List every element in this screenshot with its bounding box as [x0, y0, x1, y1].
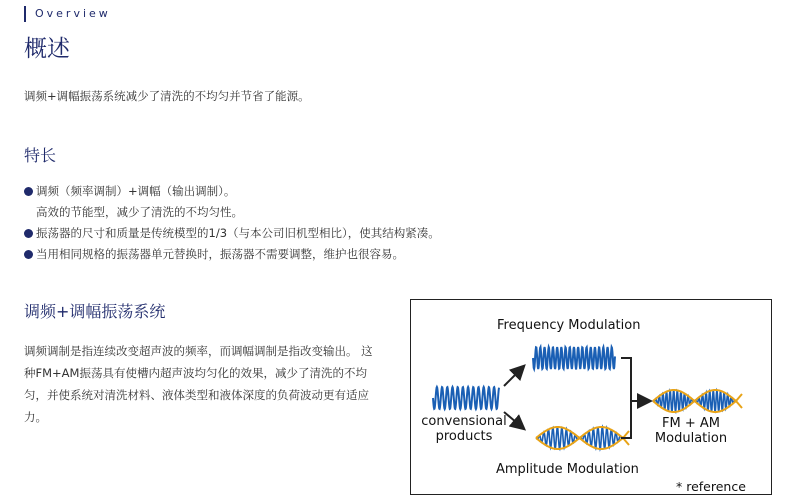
feature-item: 调频（频率调制）+调幅（输出调制）。: [24, 181, 440, 202]
am-label: Amplitude Modulation: [496, 462, 639, 477]
fm-am-diagram: [410, 299, 772, 495]
feature-item-sub: 高效的节能型，减少了清洗的不均匀性。: [36, 205, 243, 219]
result-label: [649, 416, 733, 446]
section-eyebrow: Overview: [24, 6, 111, 22]
features-heading: 特长: [24, 146, 57, 165]
page-title: 概述: [24, 36, 70, 62]
merge-bracket: [621, 358, 631, 438]
overview-lead: 调频+调幅振荡系统减少了清洗的不均匀并节省了能源。: [24, 89, 310, 103]
result-label-line2: Modulation: [654, 431, 728, 446]
system-heading: 调频+调幅振荡系统: [24, 302, 166, 321]
system-description: 调频调制是指连续改变超声波的频率，而调幅调制是指改变输出。 这种FM+AM振荡具有使槽内超声波均匀化的效果，减少了清洗的不均匀，并使系统对清洗材料、液体类型和液体深度的负荷波动更有适应力。: [24, 344, 373, 424]
fm-wave: [533, 347, 615, 369]
reference-note: * reference: [676, 479, 746, 494]
conventional-label-line1: convensional: [421, 414, 507, 429]
result-label-line1: FM + AM: [662, 416, 720, 431]
arrow-to-fm: [504, 367, 523, 386]
conventional-label: [418, 414, 510, 444]
features-list: [24, 181, 440, 265]
feature-item: 当用相同规格的振荡器单元替换时，振荡器不需要调整，维护也很容易。: [24, 244, 440, 265]
fm-label: Frequency Modulation: [497, 318, 641, 333]
feature-item: 振荡器的尺寸和质量是传统模型的1/3（与本公司旧机型相比），使其结构紧凑。: [24, 223, 440, 244]
conventional-label-line2: products: [435, 429, 493, 444]
conventional-wave: [433, 387, 499, 409]
